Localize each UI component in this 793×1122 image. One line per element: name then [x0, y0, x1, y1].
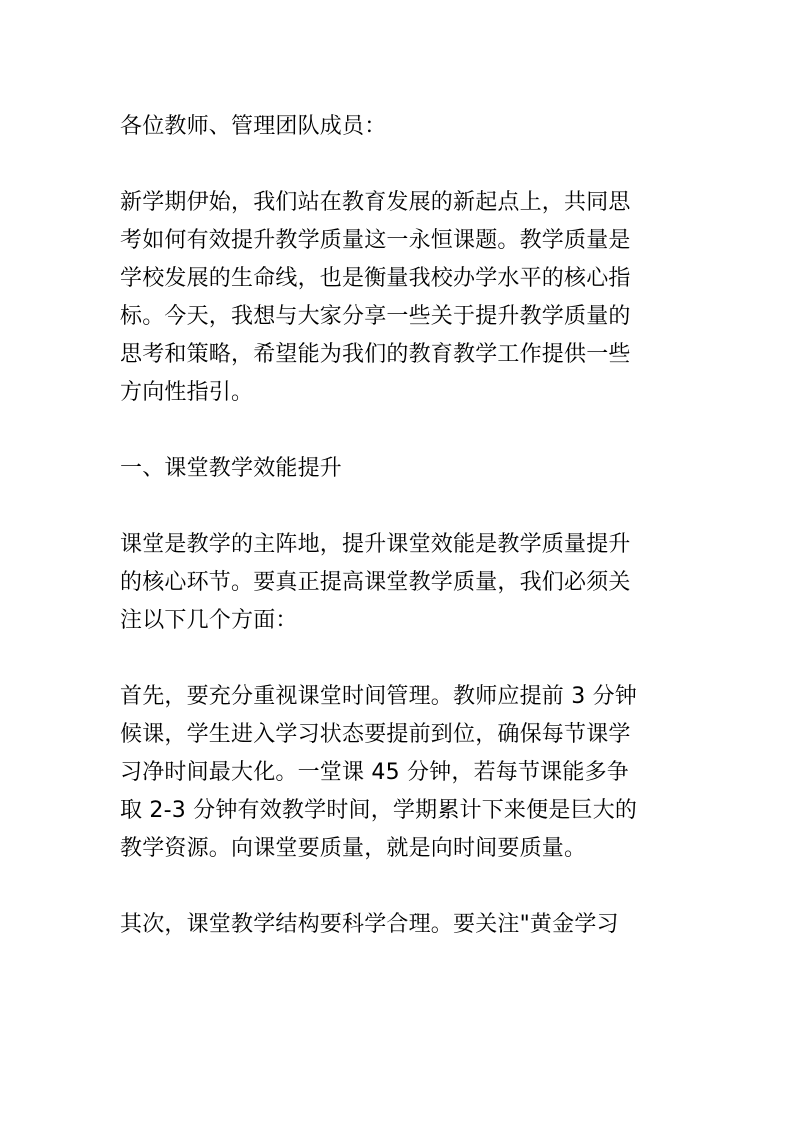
paragraph-gap	[120, 412, 680, 450]
section-1-intro-paragraph: 课堂是教学的主阵地，提升课堂效能是教学质量提升 的核心环节。要真正提高课堂教学质量，我们必须关 注以下几个方面：	[120, 532, 631, 633]
paragraph-gap	[120, 868, 680, 906]
section-1-heading: 一、课堂教学效能提升	[120, 456, 343, 481]
point-1-paragraph: 首先，要充分重视课堂时间管理。教师应提前 3 分钟 候课，学生进入学习状态要提前到位，确保每节课学 习净时间最大化。一堂课 45 分钟，若每节课能多争 取 2-3 分钟有效教学时间，学期累计下来便是巨大的 教学资源。向课堂要质量，就是向时间要质量。	[120, 684, 638, 861]
paragraph-gap	[120, 146, 680, 184]
paragraph-gap	[120, 640, 680, 678]
intro-paragraph: 新学期伊始，我们站在教育发展的新起点上，共同思 考如何有效提升教学质量这一永恒课题。教学质量是 学校发展的生命线，也是衡量我校办学水平的核心指 标。今天，我想与大家分享一些关于提升教学质量的 思考和策略，希望能为我们的教育教学工作提供一些 方向性指引。	[120, 190, 631, 405]
document-page	[120, 108, 680, 944]
salutation: 各位教师、管理团队成员：	[120, 114, 387, 139]
point-2-paragraph: 其次，课堂教学结构要科学合理。要关注"黄金学习	[120, 912, 619, 937]
paragraph-gap	[120, 488, 680, 526]
